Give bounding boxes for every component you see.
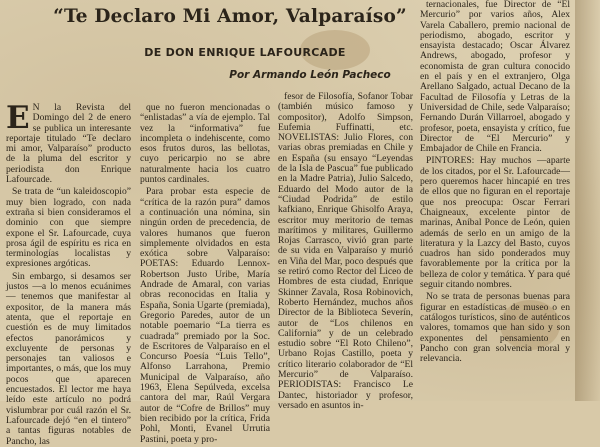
paper-edge-shadow [575,0,600,401]
paragraph: E N la Revista del Domingo del 2 de enero se publica un interesante reportaje titulado “Te declaro mi amor, Valparaíso” producto de la pluma del escritor y periodista don Enrique Lafourcade. [6,100,131,186]
paragraph: Para probar esta especie de “crítica de la razón pura” damos a continuación una nómina, sin ningún orden de precedencia, de valores humanos que fueron simplemente olvidados en esta exótica sobre Valparaíso: POETAS: Eduardo Lennox-Robertson Justo Uribe, María Andrade de Amaral, con varias obras reconocidas en Italia y España, Sonia Ugarte (premiada), Gregorio Paredes, autor de un notable poemario “La tierra es cuadrada” premiado por la Soc. de Escritores de Valparaíso en el Concurso Poesía “Luis Tello”, Alfonso Larrahona, Premio Municipal de Valparaíso, año 1963, Elena Sepúlveda, excelsa cantora del mar, Raúl Vergara autor de “Cofre de Brillos” muy bien recibido por la crítica, Frida Pohl, Monti, Evanel Urrutia Pastini, poeta y pro- [140,186,270,445]
text-column-4 [420,0,570,401]
paragraph: No se trata de personas buenas para figurar en estadísticas de museo o en catálogos turísticos, sino de auténticos valores, tomamos que han sido y son exponentes del pensamiento en Pancho con gran solvencia moral y relevancia. [420,291,570,365]
article-byline: DE DON ENRIQUE LAFOURCADE [144,46,346,59]
text-column-3 [278,91,413,411]
drop-cap: E [6,100,30,136]
paragraph: fesor de Filosofía, Sofanor Tobar (también músico famoso y compositor), Adolfo Simpson, Eufemia Fuffinatti, etc. NOVELISTAS: Julio Flores, con varias obras premiadas en Chile y en España (su ensayo “Leyendas de la Isla de Pascua” fue publicado en la Madre Patria), Julio Salcedo, Eduardo del Modo autor de la “Ciudad Podrida” de estilo kafkiano, Enrique Ghisolfo Araya, escritor muy meritorio de temas marítimos y militares, Guillermo Rojas Carrasco, vivió gran parte de su vida en Valparaíso y murió en Viña del Mar, poco después que se retiró como Rector del Liceo de Hombres de esta ciudad, Enrique Skinner Zavala, Rosa Robinovich, Roberto Hernández, muchos años Director de la Biblioteca Severín, autor de “Los chilenos en California” y de un celebrado estudio sobre “El Roto Chileno”, Urbano Rojas Castillo, poeta y crítico literario colaborador de “El Mercurio” de Valparaíso. PERIODISTAS: Francisco Le Dantec, historiador y profesor, versado en asuntos in- [278,91,413,411]
paragraph: Sin embargo, si desamos ser justos —a lo menos ecuánimes— tenemos que manifestar al expositor, de la manera más atenta, que el reportaje en cuestión es de muy limitados efectos panorámicos y excluyente de personas y personajes tan valiosos e importantes, o más, que los muy pocos que aparecen encuestados. El lector me haya leído este artículo no podrá vislumbrar por cuál razón el Sr. Lafourcade dejó “en el tintero” a tantas figuras notables de Pancho, las [6,270,131,447]
paragraph: Se trata de “un kaleidoscopio” muy bien logrado, con nada extraña si bien consideramos el dominio con que siempre expone el Sr. Lafourcade, cuya prosa ágil de espíritu es rica en terminologías localistas y expresiones argóticas. [6,186,131,270]
paragraph: PINTORES: Hay muchos —aparte de los citados, por el Sr. Lafourcade— pero queremos hacer hincapié en tres de ellos que no figuran en el reportaje que nos preocupa: Oscar Ferrari Chaigneaux, excelente pintor de marinas, Aníbal Ponce de León, quien además de serlo en un amigo de la literatura y la Lazcy del Basto, cuyos cuadros han sido ponderados muy favorablemente por la crítica por la belleza de color y temática. Y para qué seguir citando nombres. [420,155,570,291]
paragraph: que no fueron mencionadas o “enlistadas” a vía de ejemplo. Tal vez la “informativa” fue incompleta o indehiscente, como esos frutos duros, las bellotas, cuyo pericarpio no se abre naturalmente hacia los cuatro puntos cardinales. [140,102,270,186]
text-column-1 [6,100,131,447]
paragraph: ternacionales, fue Director de “El Mercurio” por varios años, Alex Varela Caballero, premio nacional de periodismo, abogado, escritor y ensayista destacado; Oscar Álvarez Andrews, abogado, profesor y economista de gran cultura conocido en el país y en el extranjero, Olga Arellano Salgado, actual Decano de la Facultad de Filosofía y Letras de la Universidad de Chile, sede Valparaíso; Fernando Durán Villarroel, abogado y profesor, poeta, ensayista y crítico, fue Director de “El Mercurio” y Embajador de Chile en Francia. [420,0,570,155]
article-author: Por Armando León Pacheco [229,69,391,81]
text-column-2 [140,102,270,445]
article-headline: “Te Declaro Mi Amor, Valparaíso” [53,6,407,27]
